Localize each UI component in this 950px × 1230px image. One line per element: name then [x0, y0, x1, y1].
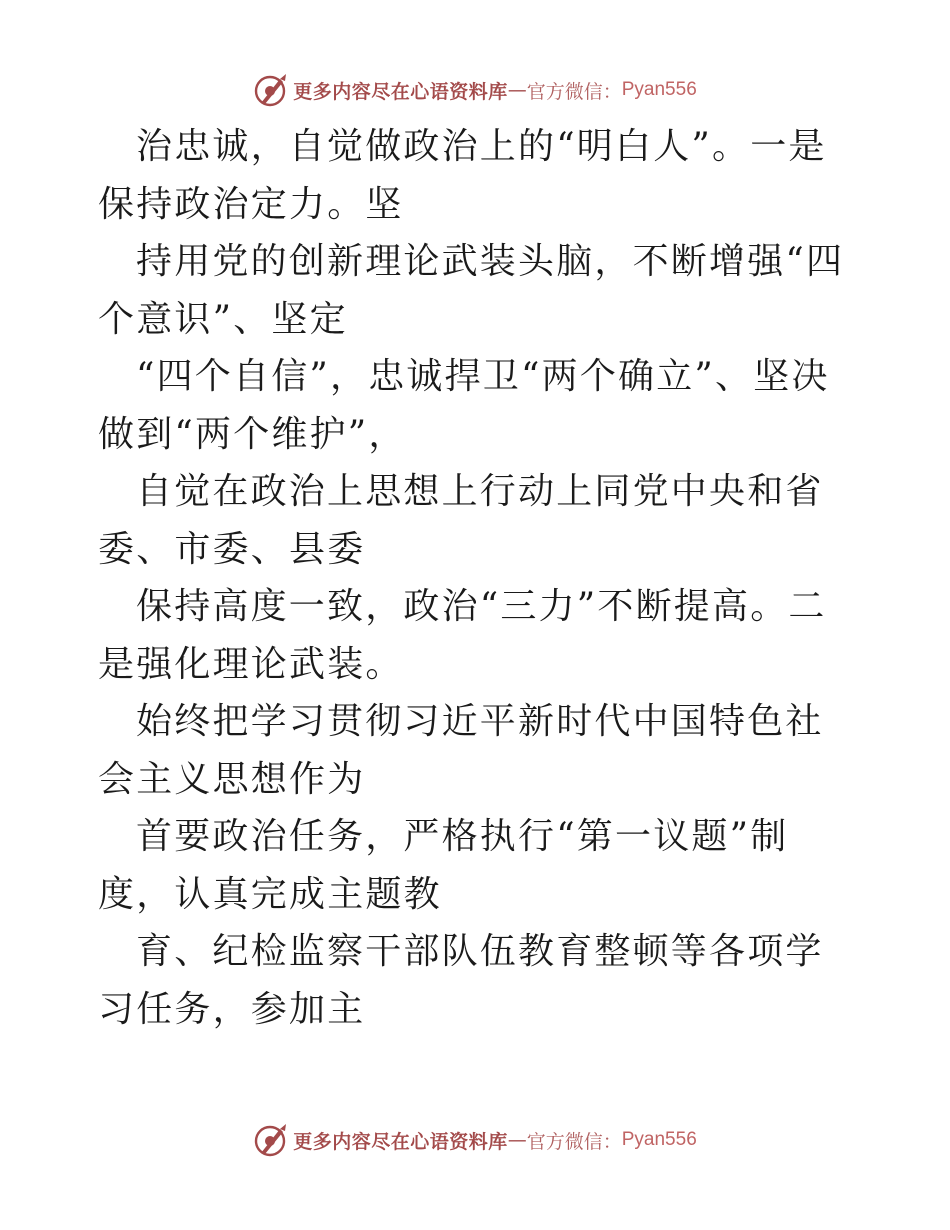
body-paragraph: 治忠诚，自觉做政治上的“明白人”。一是保持政治定力。坚	[98, 126, 827, 225]
body-paragraph: 保持高度一致，政治“三力”不断提高。二是强化理论武装。	[98, 586, 827, 685]
body-paragraph: “四个自信”，忠诚捍卫“两个确立”、坚决做到“两个维护”，	[98, 356, 830, 455]
page-footer-banner	[0, 1120, 950, 1160]
quill-pen-logo-icon	[253, 1123, 287, 1157]
banner-text: 更多内容尽在心语资料库	[293, 1130, 508, 1153]
body-paragraph: 首要政治任务，严格执行“第一议题”制度，认真完成主题教	[98, 816, 789, 915]
banner-wechat-label: 官方微信：	[526, 1130, 622, 1153]
banner-wechat-id: Pyan556	[621, 79, 697, 100]
document-body	[98, 118, 858, 1038]
body-paragraph: 持用党的创新理论武装头脑，不断增强“四个意识”、坚定	[98, 241, 845, 340]
page-header-banner	[0, 70, 950, 110]
body-paragraph: 育、纪检监察干部队伍教育整顿等各项学习任务，参加主	[98, 931, 824, 1030]
quill-pen-logo-icon	[253, 73, 287, 107]
banner-wechat-label: 官方微信：	[526, 80, 622, 103]
body-paragraph: 自觉在政治上思想上行动上同党中央和省委、市委、县委	[98, 471, 824, 570]
body-paragraph: 始终把学习贯彻习近平新时代中国特色社会主义思想作为	[98, 701, 824, 800]
banner-dash: —	[507, 1129, 527, 1151]
banner-wechat-id: Pyan556	[621, 1129, 697, 1150]
banner-text: 更多内容尽在心语资料库	[293, 80, 508, 103]
banner-dash: —	[507, 79, 527, 101]
